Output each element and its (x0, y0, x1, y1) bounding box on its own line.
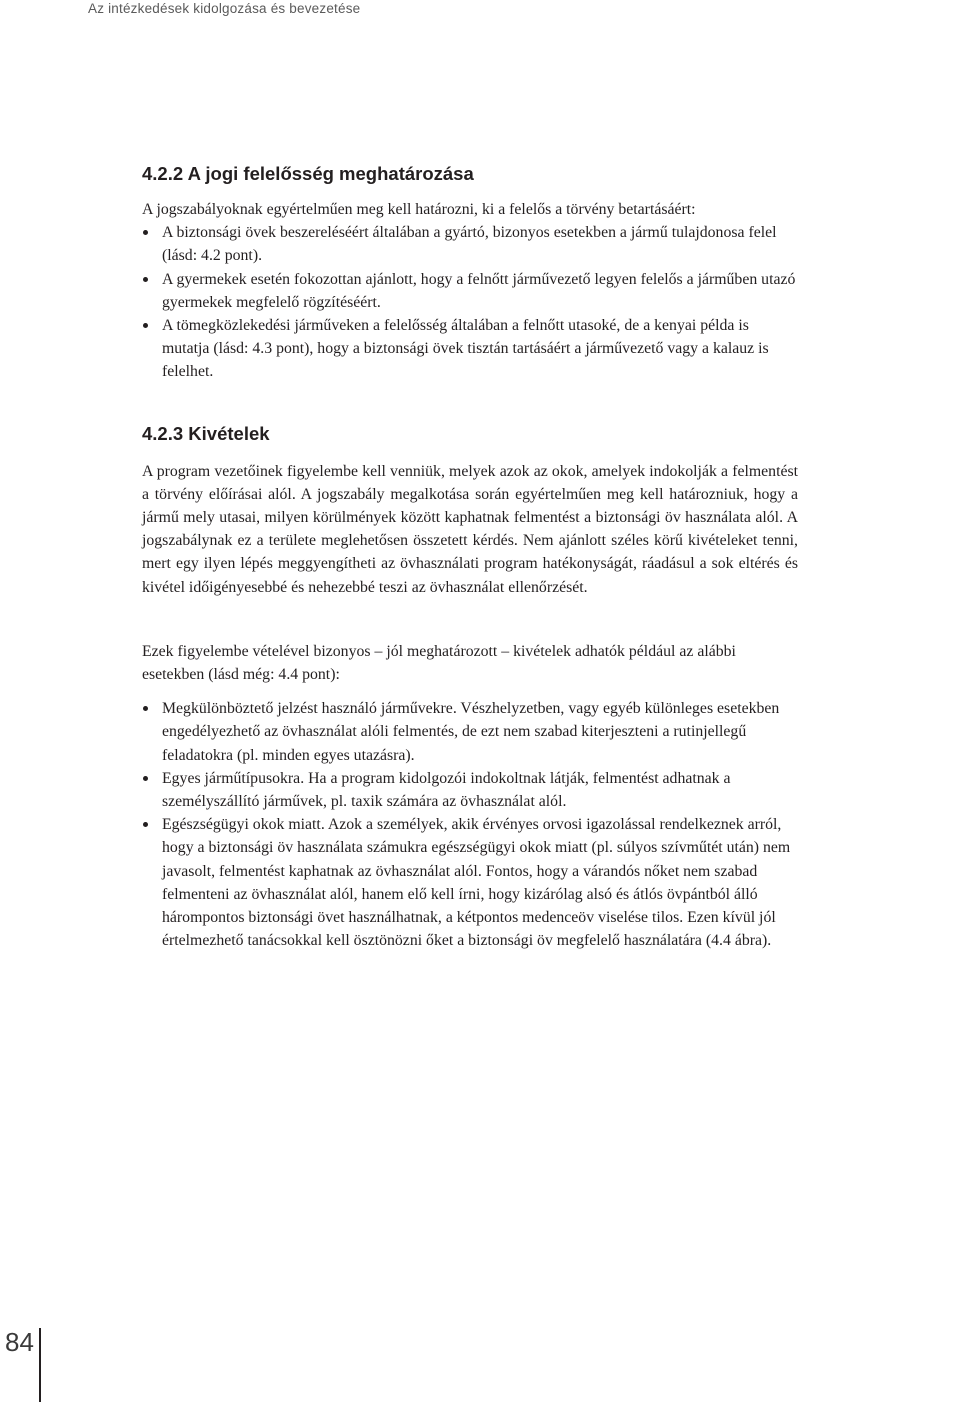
bullet-icon (143, 822, 148, 827)
list-item-text: A gyermekek esetén fokozottan ajánlott, hogy a felnőtt járművezető legyen felelős a járműben utazó gyermekek megfelelő rögzítéséért. (162, 270, 796, 311)
bullet-icon (143, 277, 148, 282)
list-item-text: Egyes járműtípusokra. Ha a program kidolgozói indokoltnak látják, felmentést adhatnak a személyszállító járművek, pl. taxik számára az övhasználat alól. (162, 769, 731, 811)
exceptions-intro-paragraph: Ezek figyelembe vételével bizonyos – jól meghatározott – kivételek adhatók például az alábbi esetekben (lásd még: 4.4 pont): (142, 642, 736, 684)
list-item (142, 314, 798, 384)
exceptions-list (142, 697, 798, 952)
page-number-rule (39, 1328, 41, 1402)
bullet-icon (143, 706, 148, 711)
section-intro: A jogszabályoknak egyértelműen meg kell határozni, ki a felelős a törvény betartásáért: (142, 201, 696, 218)
list-item-text: Megkülönböztető jelzést használó járművekre. Vészhelyzetben, vagy egyéb különleges esetekben engedélyezhető az övhasználat alóli felmentés, de ezt nem szabad kiterjeszteni a rutinjellegű feladatokra (pl. minden egyes utazásra). (162, 700, 780, 764)
list-item-text: A tömegközlekedési járműveken a felelősség általában a felnőtt utasoké, de a kenyai példa is mutatja (lásd: 4.3 pont), hogy a biztonsági övek tisztán tartásáért a járművezető vagy a kalauz is felelhet. (162, 317, 769, 381)
list-item (142, 221, 798, 267)
bullet-icon (143, 230, 148, 235)
responsibility-list (142, 221, 798, 383)
running-header: Az intézkedések kidolgozása és bevezetése (88, 1, 361, 16)
exceptions-paragraph: A program vezetőinek figyelembe kell venniük, melyek azok az okok, amelyek indokolják a felmentést a törvény előírásai alól. A jogszabály megalkotása során egyértelműen meg kell határozniuk, hogy a jármű mely utasai, milyen körülmények között kaphatnak felmentést a biztonsági öv használata alól. A jogszabálynak ez a területe meglehetősen összetett kérdés. Nem ajánlott széles körű kivételeket tenni, mert egy ilyen lépés meggyengítheti az övhasználati program hatékonyságát, ráadásul a sok eltérés és kivétel időigényesebbé és nehezebbé teszi az övhasználat ellenőrzését. (142, 462, 798, 596)
list-item (142, 813, 798, 952)
list-item (142, 767, 798, 813)
bullet-icon (143, 323, 148, 328)
bullet-icon (143, 776, 148, 781)
section-heading-4-2-2: 4.2.2 A jogi felelősség meghatározása (142, 163, 474, 184)
page-content (142, 158, 798, 952)
list-item (142, 268, 798, 314)
page-number: 84 (5, 1327, 34, 1357)
section-heading-4-2-3: 4.2.3 Kivételek (142, 422, 270, 444)
list-item (142, 697, 798, 767)
list-item-text: A biztonsági övek beszereléséért általában a gyártó, bizonyos esetekben a jármű tulajdonosa felel (lásd: 4.2 pont). (162, 224, 777, 265)
list-item-text: Egészségügyi okok miatt. Azok a személyek, akik érvényes orvosi igazolással rendelkeznek arról, hogy a biztonsági öv használata számukra egészségügyi okok miatt (pl. súlyos szívműtét után) nem javasolt, felmentést kaphatnak az övhasználat alól. Fontos, hogy a várandós nőket nem szabad felmenteni az övhasználat alól, hanem elő kell írni, hogy kizárólag alsó és átlós övpántból álló hárompontos biztonsági övet használhatnak, a kétpontos medenceöv viselése tilos. Ezen kívül jól értelmezhető tanácsokkal kell ösztönözni őket a biztonsági öv megfelelő használatára (4.4 ábra). (162, 816, 791, 950)
